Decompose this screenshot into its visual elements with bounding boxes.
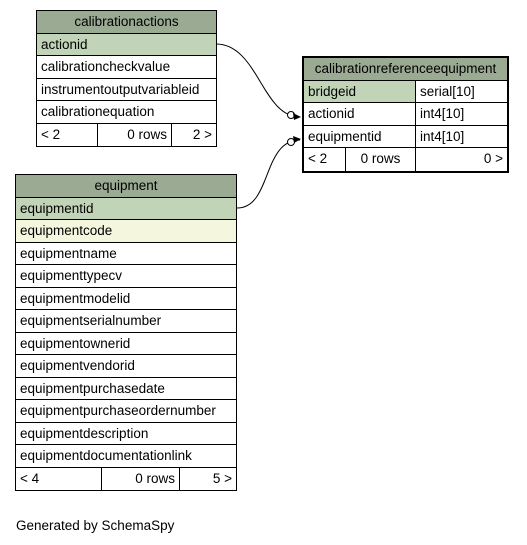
column-equipmentdocumentationlink[interactable]: equipmentdocumentationlink — [16, 445, 236, 468]
generator-credit: Generated by SchemaSpy — [16, 518, 175, 533]
relation-end-arrow-actionid — [293, 113, 301, 120]
row-count: 0 rows — [345, 148, 415, 171]
column-equipmentserialnumber[interactable]: equipmentserialnumber — [16, 310, 236, 333]
relation-line-equipmentid — [237, 140, 300, 208]
column-name: actionid — [308, 106, 355, 121]
column-calibrationequation[interactable]: calibrationequation — [37, 101, 216, 124]
column-equipmentpurchaseordernumber[interactable]: equipmentpurchaseordernumber — [16, 400, 236, 423]
column-equipmentpurchasedate[interactable]: equipmentpurchasedate — [16, 378, 236, 401]
table-equipment[interactable] — [15, 174, 237, 491]
table-title[interactable]: calibrationreferenceequipment — [304, 58, 507, 81]
parents-link[interactable]: < 2 — [41, 126, 61, 142]
row-count: 0 rows — [97, 124, 171, 147]
relation-end-optional-equipmentid — [288, 139, 295, 146]
table-footer — [16, 468, 236, 491]
column-type: serial[10] — [415, 81, 507, 103]
column-actionid[interactable] — [304, 103, 507, 126]
column-actionid[interactable]: actionid — [37, 34, 216, 57]
column-equipmentmodelid[interactable]: equipmentmodelid — [16, 288, 236, 311]
children-link[interactable]: 2 > — [171, 124, 216, 147]
column-calibrationcheckvalue[interactable]: calibrationcheckvalue — [37, 56, 216, 79]
column-type: int4[10] — [415, 126, 507, 148]
table-title[interactable]: calibrationactions — [37, 11, 216, 34]
column-equipmentdescription[interactable]: equipmentdescription — [16, 423, 236, 446]
column-equipmentvendorid[interactable]: equipmentvendorid — [16, 355, 236, 378]
column-equipmentid[interactable] — [304, 126, 507, 149]
column-equipmentid[interactable]: equipmentid — [16, 198, 236, 221]
table-calibrationactions[interactable] — [36, 10, 217, 147]
parents-link[interactable]: < 4 — [20, 470, 40, 486]
column-instrumentoutputvariableid[interactable]: instrumentoutputvariableid — [37, 79, 216, 102]
parents-link[interactable]: < 2 — [308, 151, 328, 166]
table-title[interactable]: equipment — [16, 175, 236, 198]
row-count: 0 rows — [101, 468, 179, 491]
column-name: equipmentid — [308, 128, 382, 144]
column-bridgeid[interactable] — [304, 81, 507, 104]
children-link[interactable]: 5 > — [179, 468, 236, 491]
column-name: bridgeid — [308, 83, 357, 99]
column-type: int4[10] — [415, 103, 507, 125]
table-footer — [304, 148, 507, 171]
table-footer — [37, 124, 216, 147]
relation-line-actionid — [216, 44, 300, 117]
column-equipmenttypecv[interactable]: equipmenttypecv — [16, 265, 236, 288]
column-equipmentownerid[interactable]: equipmentownerid — [16, 333, 236, 356]
column-equipmentname[interactable]: equipmentname — [16, 243, 236, 266]
table-calibrationreferenceequipment[interactable] — [302, 56, 509, 173]
column-equipmentcode[interactable]: equipmentcode — [16, 220, 236, 243]
relation-end-arrow-equipmentid — [293, 136, 301, 143]
children-link[interactable]: 0 > — [415, 148, 507, 171]
